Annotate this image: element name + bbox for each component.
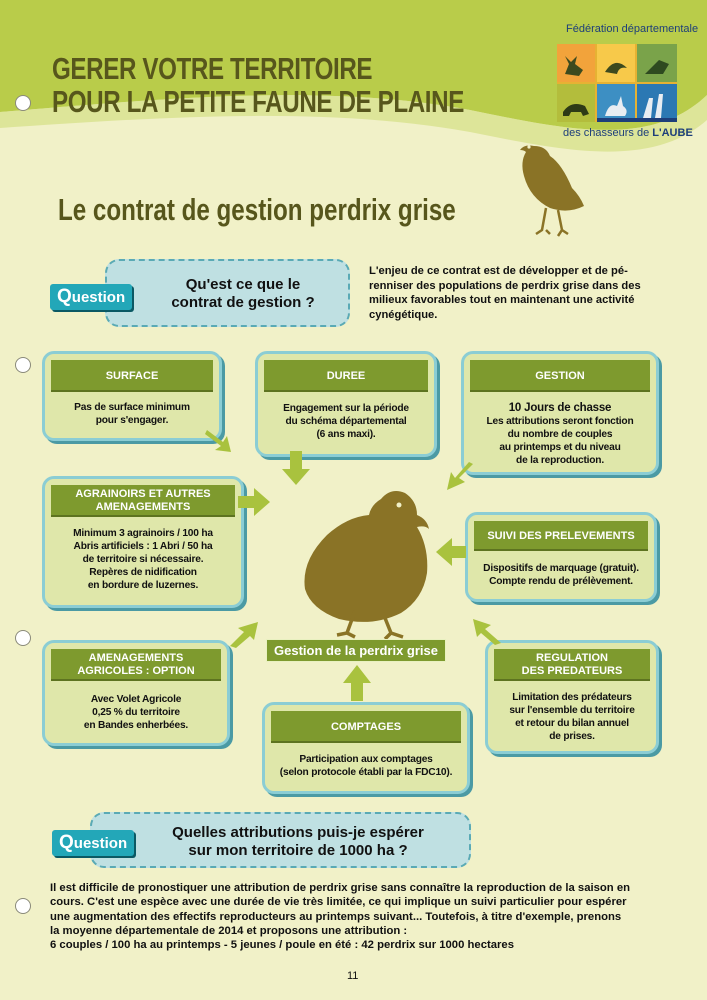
question-tag: Question (50, 284, 132, 310)
arrow-down-left-icon (445, 462, 475, 492)
card-surface (42, 351, 222, 441)
binder-hole (15, 898, 31, 914)
question-text: Quelles attributions puis-je espérer sur mon territoire de 1000 ha ? (172, 824, 424, 859)
logo-caption-top: Fédération départementale (566, 23, 699, 35)
binder-hole (15, 357, 31, 373)
binder-hole (15, 630, 31, 646)
card-title: DUREE (264, 360, 428, 392)
card-body: Limitation des prédateurs sur l'ensemble du territoire et retour du bilan annuel de prises. (509, 692, 635, 742)
card-gestion (461, 351, 659, 475)
card-title: REGULATION DES PREDATEURS (494, 649, 650, 681)
card-body: Engagement sur la période du schéma départemental (6 ans maxi). (283, 403, 409, 440)
binder-hole (15, 95, 31, 111)
central-partridge-icon (295, 485, 455, 643)
card-regulation (485, 640, 659, 754)
arrow-up-right-icon (230, 620, 260, 648)
card-title: AGRAINOIRS ET AUTRES AMENAGEMENTS (51, 485, 235, 517)
page-title-line2: POUR LA PETITE FAUNE DE PLAINE (52, 84, 464, 119)
page-title-line1: GERER VOTRE TERRITOIRE (52, 51, 373, 86)
card-body: 10 Jours de chasse Les attributions seront fonction du nombre de couples au printemps et du niveau de la reproduction. (486, 402, 634, 466)
arrow-right-icon (238, 488, 270, 516)
arrow-down-right-icon (205, 428, 235, 454)
intro-paragraph: L'enjeu de ce contrat est de développer et de pé- renniser des populations de perdrix grise dans des milieux favorables tout en maintenant une activité cynégétique. (369, 265, 641, 321)
partridge-icon (512, 132, 592, 242)
card-body: Minimum 3 agrainoirs / 100 ha Abris artificiels : 1 Abri / 50 ha de territoire si nécessaire. Repères de nidification en bordure de luzernes. (73, 528, 213, 591)
card-title: GESTION (470, 360, 650, 392)
page-number: 11 (347, 970, 359, 982)
card-title: COMPTAGES (271, 711, 461, 743)
card-agrainoirs (42, 476, 244, 608)
card-amenagements-agricoles (42, 640, 230, 746)
arrow-left-icon (436, 538, 466, 566)
arrow-up-icon (343, 665, 371, 701)
card-title: SURFACE (51, 360, 213, 392)
federation-logo (557, 44, 677, 122)
card-body: Pas de surface minimum pour s'engager. (74, 402, 190, 426)
card-comptages (262, 702, 470, 794)
center-label: Gestion de la perdrix grise (266, 639, 446, 662)
question-text: Qu'est ce que le contrat de gestion ? (171, 276, 315, 311)
card-body: Avec Volet Agricole 0,25 % du territoire en Bandes enherbées. (83, 694, 189, 731)
arrow-down-icon (282, 451, 310, 487)
card-title: SUIVI DES PRELEVEMENTS (474, 521, 648, 551)
section-subtitle: Le contrat de gestion perdrix grise (58, 192, 456, 227)
logo-caption-bottom: des chasseurs de L'AUBE (563, 127, 693, 139)
card-title: AMENAGEMENTS AGRICOLES : OPTION (51, 649, 221, 681)
arrow-up-left-icon (471, 617, 501, 645)
card-body: Dispositifs de marquage (gratuit). Compte rendu de prélèvement. (483, 563, 639, 587)
question-tag: Question (52, 830, 134, 856)
card-body: Participation aux comptages (selon protocole établi par la FDC10). (279, 754, 453, 778)
answer-paragraph: Il est difficile de pronostiquer une attribution de perdrix grise sans connaître la reproduction de la saison en cours. C'est une espèce avec une durée de vie très limitée, ce qui implique un suivi particulier pour espérer une augmentation des effectifs reproducteurs au printemps suivant... Toutefois, à titre d'exemple, prenons la moyenne départementale de 2014 et proposons une attribution : 6 couples / 100 ha au printemps - 5 jeunes / poule en été : 42 perdrix sur 1000 hectares (50, 882, 631, 952)
card-suivi (465, 512, 657, 602)
card-duree (255, 351, 437, 457)
